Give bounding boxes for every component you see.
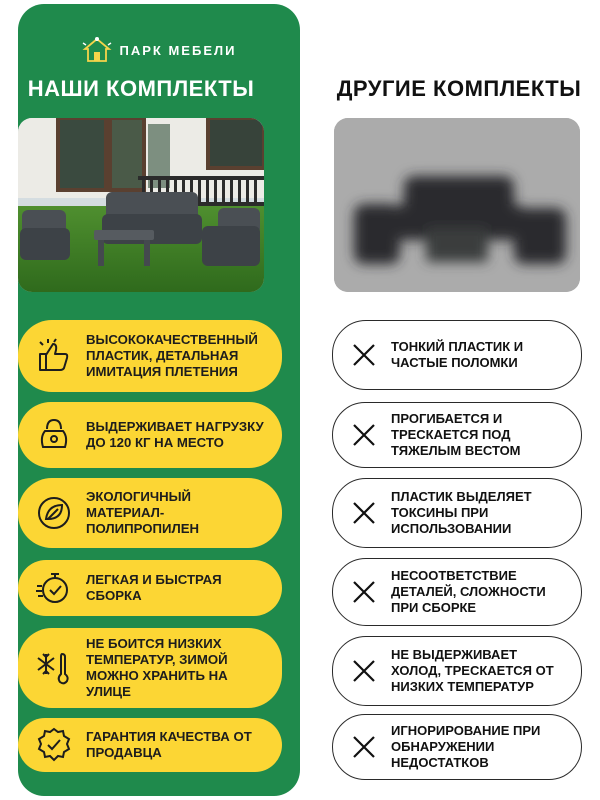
house-logo-icon <box>82 36 112 64</box>
cross-icon <box>351 579 377 605</box>
eco-leaf-icon <box>34 493 74 533</box>
cross-icon <box>351 658 377 684</box>
cross-icon <box>351 734 377 760</box>
quality-seal-icon <box>34 725 74 765</box>
kettlebell-icon <box>34 415 74 455</box>
brand-name: ПАРК МЕБЕЛИ <box>119 42 237 58</box>
thumbs-up-icon <box>34 336 74 376</box>
drawback-text: ТОНКИЙ ПЛАСТИК И ЧАСТЫЕ ПОЛОМКИ <box>391 339 524 370</box>
cross-icon <box>351 422 377 448</box>
drawback-text: НЕСООТВЕТСТВИЕ ДЕТАЛЕЙ, СЛОЖНОСТИ ПРИ СБОРКЕ <box>391 568 546 615</box>
feature-text: НЕ БОИТСЯ НИЗКИХ ТЕМПЕРАТУР, ЗИМОЙ МОЖНО ХРАНИТЬ НА УЛИЦЕ <box>86 636 228 699</box>
feature-pill-load <box>18 402 282 468</box>
drawback-text: ИГНОРИРОВАНИЕ ПРИ ОБНАРУЖЕНИИ НЕДОСТАТКОВ <box>391 723 541 770</box>
our-sets-title: НАШИ КОМПЛЕКТЫ <box>27 76 255 101</box>
feature-pill-quality-plastic <box>18 320 282 392</box>
drawback-pill-bends <box>332 402 582 468</box>
feature-pill-assembly <box>18 560 282 616</box>
feature-pill-cold <box>18 628 282 708</box>
drawback-text: ПРОГИБАЕТСЯ И ТРЕСКАЕТСЯ ПОД ТЯЖЕЛЫМ ВЕСТОМ <box>391 411 521 458</box>
drawback-pill-ignoring <box>332 714 582 780</box>
feature-pill-warranty <box>18 718 282 772</box>
feature-text: ГАРАНТИЯ КАЧЕСТВА ОТ ПРОДАВЦА <box>86 729 252 760</box>
drawback-pill-parts-mismatch <box>332 558 582 626</box>
feature-pill-eco <box>18 478 282 548</box>
feature-text: ЛЕГКАЯ И БЫСТРАЯ СБОРКА <box>86 572 222 603</box>
drawback-text: НЕ ВЫДЕРЖИВАЕТ ХОЛОД, ТРЕСКАЕТСЯ ОТ НИЗКИХ ТЕМПЕРАТУР <box>391 647 554 694</box>
drawback-pill-toxins <box>332 478 582 548</box>
feature-text: ЭКОЛОГИЧНЫЙ МАТЕРИАЛ-ПОЛИПРОПИЛЕН <box>86 489 200 536</box>
other-sets-title: ДРУГИЕ КОМПЛЕКТЫ <box>336 76 582 101</box>
snowflake-thermometer-icon <box>34 648 74 688</box>
product-photo <box>18 118 264 292</box>
blurred-competitor-photo <box>334 118 580 292</box>
drawback-text: ПЛАСТИК ВЫДЕЛЯЕТ ТОКСИНЫ ПРИ ИСПОЛЬЗОВАНИИ <box>391 489 532 536</box>
feature-text: ВЫДЕРЖИВАЕТ НАГРУЗКУ ДО 120 КГ НА МЕСТО <box>86 419 264 450</box>
cross-icon <box>351 500 377 526</box>
drawback-pill-thin-plastic <box>332 320 582 390</box>
drawback-pill-cold <box>332 636 582 706</box>
stopwatch-icon <box>34 568 74 608</box>
cross-icon <box>351 342 377 368</box>
feature-text: ВЫСОКОКАЧЕСТВЕННЫЙ ПЛАСТИК, ДЕТАЛЬНАЯ ИМИТАЦИЯ ПЛЕТЕНИЯ <box>86 332 258 379</box>
brand-logo <box>18 30 300 70</box>
